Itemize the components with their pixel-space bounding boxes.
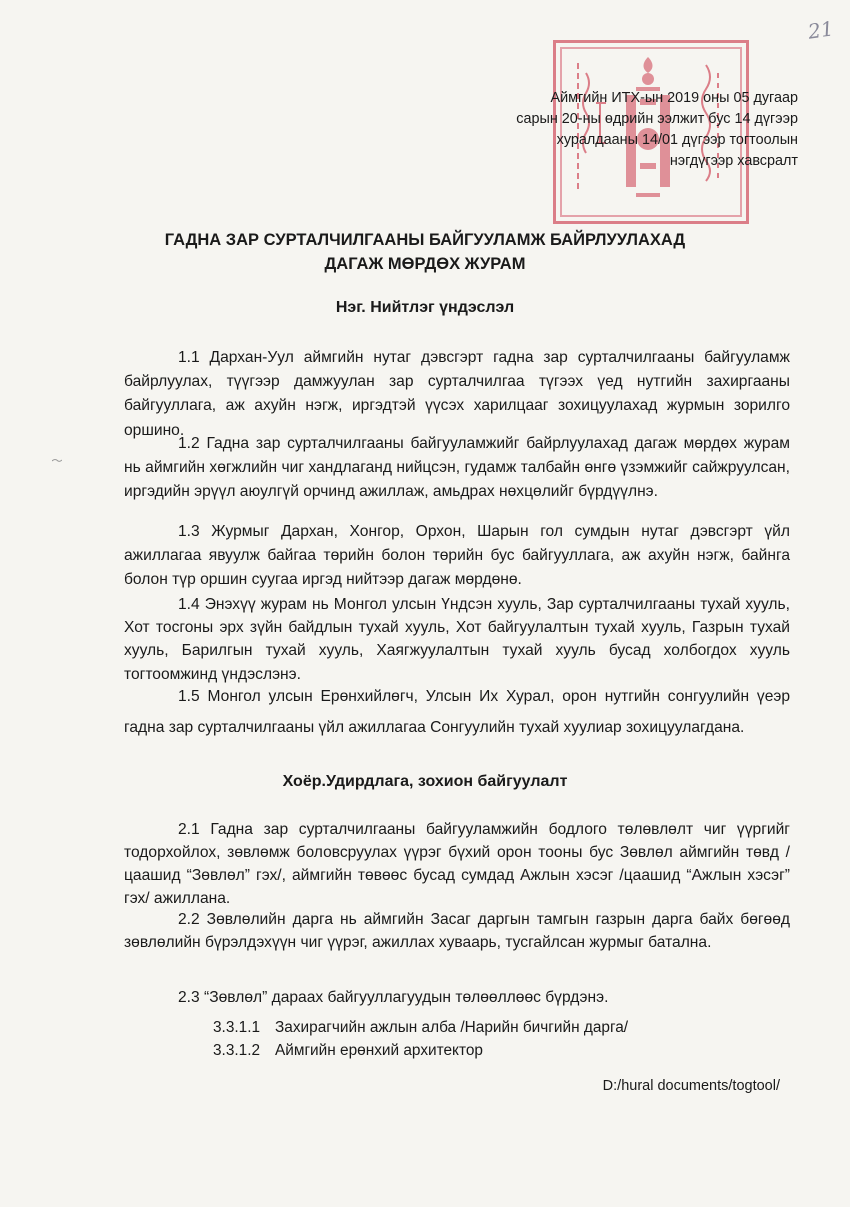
section-1-title: Нэг. Нийтлэг үндэслэл [335, 299, 515, 316]
annex-note-line: Аймгийн ИТХ-ын 2019 оны 05 дугаар [550, 90, 798, 106]
paragraph-1-1: 1.1 Дархан-Уул аймгийн нутаг дэвсгэрт гадна зар сурталчилгааны байгууламж байрлуулах, түүгээр дамжуулан зар сурталчилгаа түгээх үед нутгийн захиргааны байгууллага, аж ахуйн нэгж, иргэдтэй үүсэх харилцааг зохицуулахад журмын зорилго оршино. [124, 349, 790, 439]
handwritten-page-number: 21 [806, 16, 835, 44]
section-2-title: Хоёр.Удирдлага, зохион байгуулалт [282, 773, 568, 790]
paragraph-1-5: 1.5 Монгол улсын Ерөнхийлөгч, Улсын Их Хурал, орон нутгийн сонгуулийн үеэр гадна зар сурталчилгааны үйл ажиллагаа Сонгуулийн тухай хуулиар зохицуулагдана. [124, 688, 790, 736]
annex-note-line: нэгдүгээр хавсралт [669, 153, 798, 169]
list-item-text: Захирагчийн ажлын алба /Нарийн бичгийн дарга/ [275, 1019, 629, 1036]
annex-note-line: хуралдааны 14/01 дүгээр тогтоолын [556, 132, 798, 148]
scan-speck-mark [52, 458, 62, 463]
document-title [0, 228, 850, 276]
paragraph-2-3: 2.3 “Зөвлөл” дараах байгууллагуудын төлөөллөөс бүрдэнэ. [178, 989, 609, 1006]
paragraph-1-4: 1.4 Энэхүү журам нь Монгол улсын Үндсэн хууль, Зар сурталчилгааны тухай хууль, Хот тосгоны эрх зүйн байдлын тухай хууль, Хот байгуулалтын тухай хууль, Газрын тухай хууль, Барилгын тухай хууль, Хаягжуулалтын тухай хууль бусад холбогдох хууль тогтоомжинд үндэслэнэ. [124, 596, 790, 683]
document-title-line-1: ГАДНА ЗАР СУРТАЛЧИЛГААНЫ БАЙГУУЛАМЖ БАЙРЛУУЛАХАД [164, 231, 686, 249]
paragraph-1-2: 1.2 Гадна зар сурталчилгааны байгууламжийг байрлуулахад дагаж мөрдөх журам нь аймгийн хөгжлийн чиг хандлаганд нийцсэн, гудамж талбайн өнгө үзэмжийг сайжруулсан, иргэдийн эрүүл аюулгүй орчинд ажиллаж, амьдрах нөхцөлийг бүрдүүлнэ. [124, 435, 790, 501]
paragraph-1-3: 1.3 Журмыг Дархан, Хонгор, Орхон, Шарын гол сумдын нутаг дэвсгэрт үйл ажиллагаа явуулж байгаа төрийн болон төрийн бус байгууллага, аж ахуйн нэгж, байнга болон түр оршин суугаа иргэд нийтээр дагаж мөрдөнө. [124, 523, 790, 589]
footer-file-path: D:/hural documents/togtool/ [602, 1078, 780, 1094]
document-title-line-2: ДАГАЖ МӨРДӨХ ЖУРАМ [324, 255, 526, 273]
list-item [213, 1042, 483, 1060]
paragraph-2-2: 2.2 Зөвлөлийн дарга нь аймгийн Засаг даргын тамгын газрын дарга байх бөгөөд зөвлөлийн бүрэлдэхүүн чиг үүрэг, ажиллах хуваарь, тусгайлсан журмыг батална. [124, 911, 790, 951]
list-item-number: 3.3.1.2 [213, 1042, 261, 1059]
list-item-number: 3.3.1.1 [213, 1019, 261, 1036]
paragraph-2-1: 2.1 Гадна зар сурталчилгааны байгууламжийн бодлого төлөвлөлт чиг үүргийг тодорхойлох, зөвлөмж боловсруулах үүрэг бүхий орон тооны бус Зөвлөл аймгийн төвд /цаашид “Зөвлөл” гэх/, аймгийн төвөөс бусад сумдад Ажлын хэсэг /цаашид “Ажлын хэсэг” гэх/ ажиллана. [124, 821, 790, 907]
list-item-text: Аймгийн ерөнхий архитектор [275, 1042, 483, 1059]
list-item [213, 1019, 628, 1037]
annex-note-line: сарын 20-ны өдрийн ээлжит бус 14 дүгээр [516, 111, 798, 127]
resolution-annex-note [478, 88, 798, 172]
